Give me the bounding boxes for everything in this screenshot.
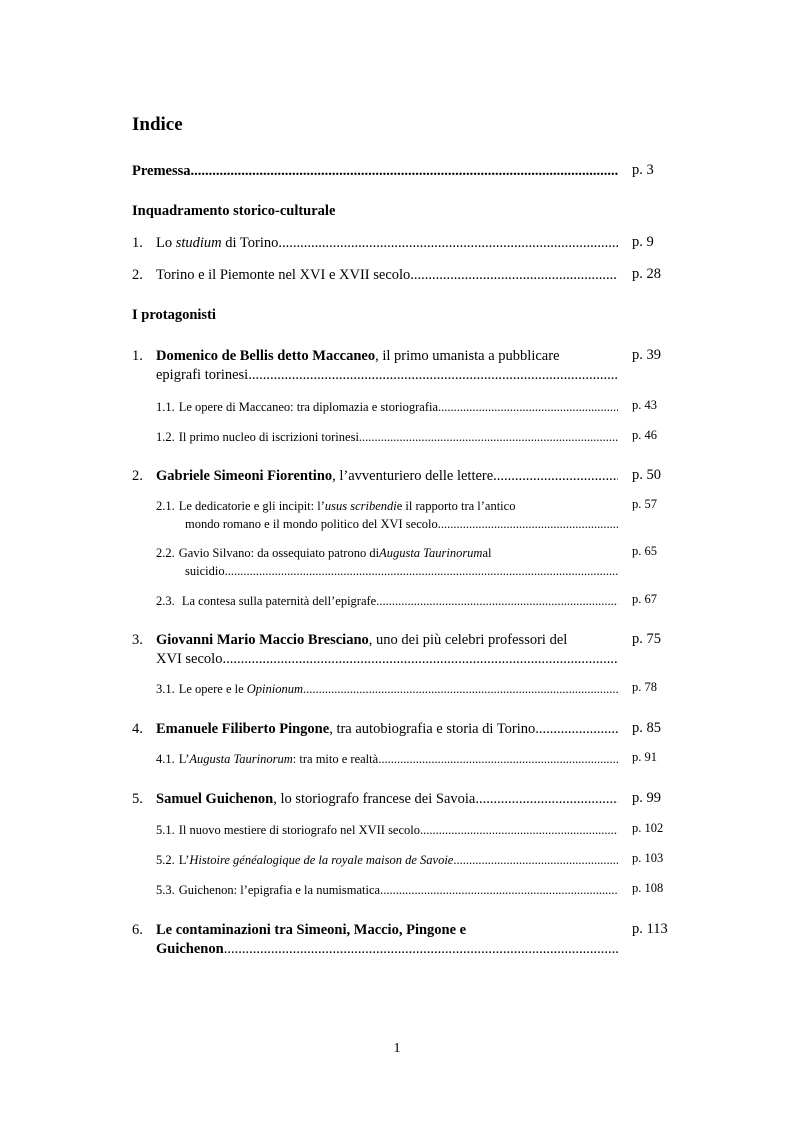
page-ref: p. 99 bbox=[632, 790, 661, 806]
dot-leader bbox=[376, 592, 618, 610]
page-ref: p. 28 bbox=[632, 266, 661, 282]
dot-leader bbox=[420, 821, 618, 839]
toc-entry-premessa[interactable] bbox=[132, 162, 618, 181]
entry-number: 2.3. bbox=[156, 594, 175, 608]
entry-label-cont: XVI secolo bbox=[156, 651, 223, 667]
page-ref: p. 46 bbox=[632, 428, 657, 442]
page-ref: p. 39 bbox=[632, 347, 661, 363]
dot-leader bbox=[303, 680, 618, 698]
entry-label: Le opere e le Opinionum bbox=[178, 682, 304, 696]
entry-number: 2. bbox=[132, 267, 143, 283]
dot-leader bbox=[438, 398, 618, 416]
page-ref: p. 3 bbox=[632, 162, 654, 178]
page-ref: p. 65 bbox=[632, 544, 657, 558]
toc-subentry[interactable] bbox=[156, 428, 618, 446]
entry-label: Gabriele Simeoni Fiorentino, l’avventuriero delle lettere bbox=[156, 468, 494, 484]
toc-subentry[interactable] bbox=[156, 398, 618, 416]
entry-label: Emanuele Filiberto Pingone, tra autobiografia e storia di Torino bbox=[156, 721, 536, 737]
dot-leader bbox=[535, 720, 618, 739]
section-heading: I protagonisti bbox=[132, 307, 216, 323]
entry-label-cont: suicidio bbox=[185, 564, 225, 578]
entry-number: 2. bbox=[132, 468, 143, 484]
page-ref: p. 103 bbox=[632, 851, 664, 865]
toc-subentry[interactable] bbox=[156, 592, 618, 610]
dot-leader bbox=[378, 750, 618, 768]
page-ref: p. 50 bbox=[632, 467, 661, 483]
dot-leader bbox=[191, 162, 618, 181]
page-ref: p. 85 bbox=[632, 720, 661, 736]
entry-label: 2.2. Gavio Silvano: da ossequiato patrono di Augusta Taurinorum al bbox=[156, 546, 492, 560]
entry-label: 1. Domenico de Bellis detto Maccaneo , il primo umanista a pubblicare bbox=[132, 348, 560, 364]
dot-leader bbox=[380, 881, 618, 899]
entry-number: 4.1. bbox=[156, 752, 175, 766]
toc-entry-contaminazioni[interactable] bbox=[132, 921, 618, 959]
entry-label: L’Histoire généalogique de la royale maison de Savoie bbox=[178, 853, 454, 867]
toc-entry[interactable] bbox=[132, 234, 618, 253]
entry-label: L’Augusta Taurinorum: tra mito e realtà bbox=[178, 752, 379, 766]
toc-entry-simeoni[interactable] bbox=[132, 467, 618, 486]
dot-leader bbox=[278, 234, 618, 253]
toc-subentry[interactable] bbox=[156, 680, 618, 698]
toc-subentry[interactable] bbox=[156, 544, 618, 580]
page-ref: p. 67 bbox=[632, 592, 657, 606]
toc-entry-guichenon[interactable] bbox=[132, 790, 618, 809]
entry-number: 5.1. bbox=[156, 823, 175, 837]
entry-number: 1.1. bbox=[156, 400, 175, 414]
entry-label: 3. Giovanni Mario Maccio Bresciano , uno dei più celebri professori del bbox=[132, 632, 568, 648]
toc-entry-pingone[interactable] bbox=[132, 720, 618, 739]
entry-number: 4. bbox=[132, 721, 143, 737]
entry-label: Samuel Guichenon, lo storiografo francese dei Savoia bbox=[156, 791, 476, 807]
entry-label: La contesa sulla paternità dell’epigrafe bbox=[178, 594, 377, 608]
page-ref: p. 102 bbox=[632, 821, 664, 835]
entry-label: 2.1. Le dedicatorie e gli incipit: l’ usus scribendi e il rapporto tra l’antico bbox=[156, 499, 516, 513]
entry-label-cont: mondo romano e il mondo politico del XVI secolo bbox=[185, 517, 438, 531]
page-ref: p. 91 bbox=[632, 750, 657, 764]
page-ref: p. 57 bbox=[632, 497, 657, 511]
entry-label: Premessa bbox=[132, 163, 191, 179]
page-title: Indice bbox=[132, 114, 183, 135]
page-ref: p. 43 bbox=[632, 398, 657, 412]
toc-subentry[interactable] bbox=[156, 750, 618, 768]
entry-label-cont: Guichenon bbox=[156, 941, 224, 957]
toc-subentry[interactable] bbox=[156, 821, 618, 839]
page-ref: p. 78 bbox=[632, 680, 657, 694]
entry-label: Il primo nucleo di iscrizioni torinesi bbox=[178, 430, 359, 444]
entry-label: Il nuovo mestiere di storiografo nel XVII secolo bbox=[178, 823, 421, 837]
section-heading: Inquadramento storico-culturale bbox=[132, 203, 336, 219]
dot-leader bbox=[453, 851, 618, 869]
dot-leader bbox=[475, 790, 618, 809]
dot-leader bbox=[224, 940, 618, 959]
toc-subentry[interactable] bbox=[156, 497, 618, 533]
entry-label-cont: epigrafi torinesi bbox=[156, 367, 249, 383]
entry-label: 6. Le contaminazioni tra Simeoni, Maccio, Pingone e bbox=[132, 922, 467, 938]
dot-leader bbox=[410, 266, 618, 285]
toc-entry[interactable] bbox=[132, 266, 618, 285]
toc-subentry[interactable] bbox=[156, 881, 618, 899]
toc-entry-maccaneo[interactable] bbox=[132, 347, 618, 385]
entry-number: 1.2. bbox=[156, 430, 175, 444]
page-number: 1 bbox=[393, 1041, 401, 1056]
dot-leader bbox=[248, 366, 618, 385]
dot-leader bbox=[438, 515, 618, 533]
entry-number: 3.1. bbox=[156, 682, 175, 696]
toc-subentry[interactable] bbox=[156, 851, 618, 869]
entry-label: Lo studium di Torino bbox=[156, 235, 279, 251]
entry-number: 5.3. bbox=[156, 883, 175, 897]
entry-label: Le opere di Maccaneo: tra diplomazia e storiografia bbox=[178, 400, 439, 414]
entry-label: Guichenon: l’epigrafia e la numismatica bbox=[178, 883, 381, 897]
page-ref: p. 113 bbox=[632, 921, 668, 937]
toc-entry-maccio[interactable] bbox=[132, 631, 618, 669]
page-ref: p. 9 bbox=[632, 234, 654, 250]
entry-number: 5. bbox=[132, 791, 143, 807]
dot-leader bbox=[225, 562, 618, 580]
entry-number: 1. bbox=[132, 235, 143, 251]
entry-label: Torino e il Piemonte nel XVI e XVII secolo bbox=[156, 267, 411, 283]
page-ref: p. 75 bbox=[632, 631, 661, 647]
dot-leader bbox=[493, 467, 618, 486]
dot-leader bbox=[359, 428, 618, 446]
page-ref: p. 108 bbox=[632, 881, 664, 895]
entry-number: 5.2. bbox=[156, 853, 175, 867]
dot-leader bbox=[222, 650, 618, 669]
